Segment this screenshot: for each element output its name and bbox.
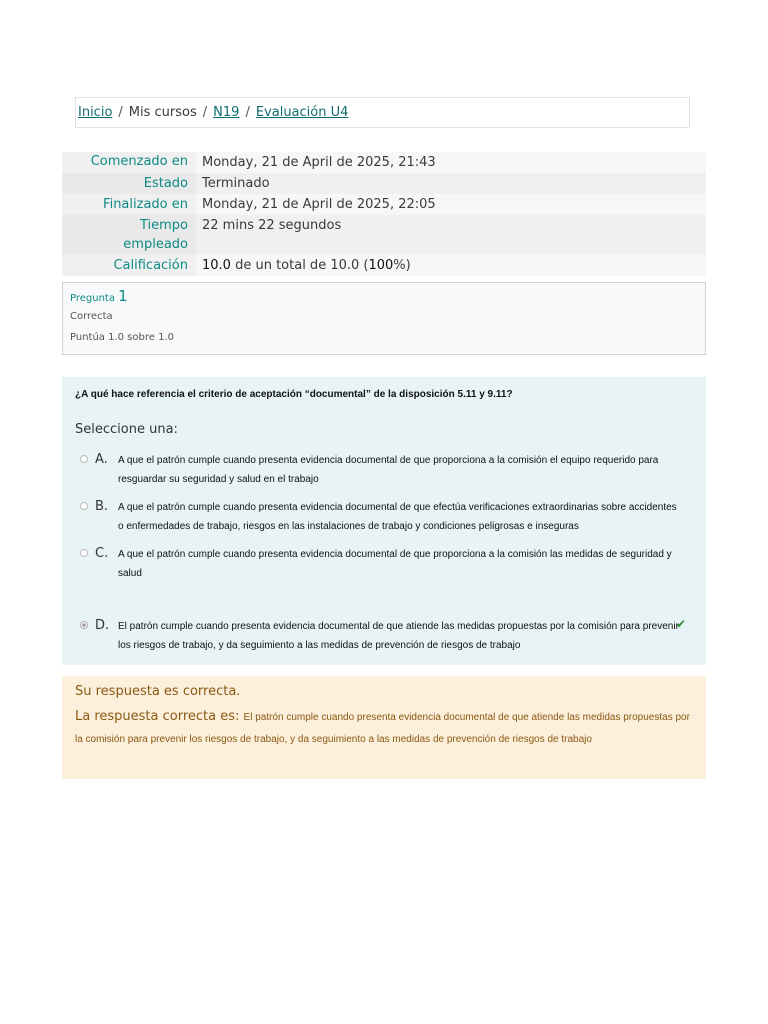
radio-button[interactable]	[80, 549, 88, 557]
question-label: Pregunta	[70, 293, 115, 304]
summary-value: Terminado	[196, 173, 706, 194]
summary-label: Finalizado en	[62, 194, 196, 215]
option-letter: B.	[95, 499, 109, 514]
summary-label: Comenzado en	[62, 152, 196, 173]
question-grade: Puntúa 1.0 sobre 1.0	[70, 332, 174, 343]
grade-end-text: %)	[393, 258, 411, 273]
breadcrumb-separator: /	[245, 105, 250, 120]
feedback-result: Su respuesta es correcta.	[75, 684, 241, 699]
summary-value: Monday, 21 de April de 2025, 22:05	[196, 194, 706, 215]
feedback-box	[62, 676, 706, 779]
summary-row-finished	[62, 194, 706, 215]
question-text: ¿A qué hace referencia el criterio de aceptación “documental” de la disposición 5.11 y 9.11?	[75, 389, 513, 400]
option-text: El patrón cumple cuando presenta evidencia documental de que atiende las medidas propuestas por la comisión para prevenir los riesgos de trabajo, y da seguimiento a las medidas de prevención de riesgos de trabajo	[118, 621, 679, 651]
summary-value: Monday, 21 de April de 2025, 21:43	[196, 152, 706, 173]
summary-value: 22 mins 22 segundos	[196, 215, 706, 255]
summary-row-started	[62, 152, 706, 173]
question-state: Correcta	[70, 311, 113, 322]
radio-button[interactable]	[80, 502, 88, 510]
correct-answer-label: La respuesta correcta es:	[75, 709, 244, 724]
answer-prompt: Seleccione una:	[75, 422, 178, 437]
check-icon: ✔	[676, 617, 687, 631]
breadcrumb-separator: /	[118, 105, 123, 120]
summary-row-state	[62, 173, 706, 194]
option-letter: C.	[95, 546, 109, 561]
breadcrumb-separator: /	[202, 105, 208, 120]
summary-row-grade	[62, 255, 706, 276]
option-text: A que el patrón cumple cuando presenta evidencia documental de que efectúa verificaciones extraordinarias sobre accidentes o enfermedades de trabajo, riesgos en las instalaciones de trabajo y condiciones peligrosas e inseguras	[118, 502, 677, 532]
summary-row-time-taken	[62, 215, 706, 255]
summary-label-line: Tiempo	[139, 218, 188, 233]
summary-label	[62, 215, 196, 255]
summary-label: Calificación	[62, 255, 196, 276]
question-number	[70, 287, 698, 305]
summary-label-line: empleado	[123, 237, 188, 252]
radio-button-selected[interactable]	[80, 621, 88, 629]
option-letter: A.	[95, 452, 108, 467]
grade-percent: 100	[368, 258, 394, 273]
summary-value	[196, 255, 706, 276]
breadcrumb-link-course[interactable]: N19	[213, 105, 240, 120]
option-letter: D.	[95, 618, 110, 633]
radio-button[interactable]	[80, 455, 88, 463]
breadcrumb-link-inicio[interactable]: Inicio	[78, 105, 113, 120]
question-number-value: 1	[118, 287, 128, 305]
correct-answer-text: El patrón cumple cuando presenta evidencia documental de que atiende las medidas propuestas por la comisión para prevenir los riesgos de trabajo, y da seguimiento a las medidas de prevención de riesgos de trabajo	[75, 712, 690, 745]
grade-mid-text: de un total de 10.0 (	[230, 258, 369, 273]
correct-answer-feedback	[75, 705, 693, 749]
option-text: A que el patrón cumple cuando presenta evidencia documental de que proporciona a la comisión el equipo requerido para resguardar su seguridad y salud en el trabajo	[118, 455, 659, 485]
breadcrumb-item-mis-cursos: Mis cursos	[128, 105, 197, 120]
option-text: A que el patrón cumple cuando presenta evidencia documental de que proporciona a la comisión las medidas de seguridad y salud	[118, 549, 672, 579]
summary-label: Estado	[62, 173, 196, 194]
question-formulation	[62, 377, 706, 665]
grade-value: 10.0	[202, 258, 231, 273]
question-info-box	[62, 282, 706, 355]
quiz-summary-table	[62, 152, 706, 276]
breadcrumb	[75, 97, 690, 128]
breadcrumb-link-quiz[interactable]: Evaluación U4	[255, 105, 349, 120]
